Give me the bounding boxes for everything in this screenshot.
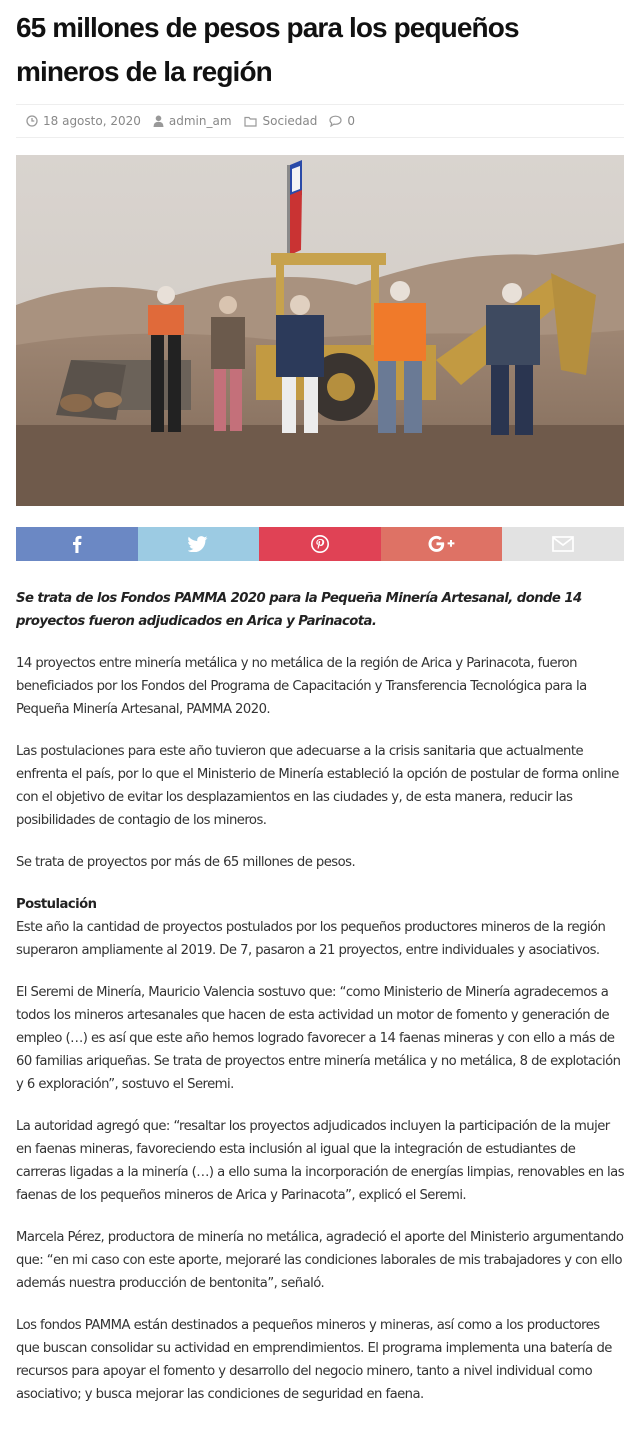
paragraph: Marcela Pérez, productora de minería no metálica, agradeció el aporte del Ministerio argumentando que: “en mi caso con este aporte, mejoraré las condiciones laborales de mis trabajadores y con ello además nuestra producción de bentonita”, señaló. — [16, 1230, 624, 1291]
clock-icon — [26, 115, 38, 127]
envelope-icon — [552, 536, 574, 552]
featured-image — [16, 155, 624, 506]
paragraph: El Seremi de Minería, Mauricio Valencia sostuvo que: “como Ministerio de Minería agradecemos a todos los mineros artesanales que hacen de esta actividad un motor de fomento y generación de empleo (…) es así que este año hemos logrado favorecer a 14 faenas mineras y con ello a más de 60 familias ariqueñas. Se trata de proyectos entre minería metálica y no metálica, 8 de explotación y 6 exploración”, sostuvo el Seremi. — [16, 985, 621, 1092]
comments-meta[interactable] — [329, 114, 355, 128]
share-pinterest-button[interactable] — [259, 527, 381, 561]
author-meta[interactable] — [153, 114, 232, 128]
article-body — [16, 587, 626, 1425]
post-date: 18 agosto, 2020 — [43, 114, 141, 128]
paragraph: Las postulaciones para este año tuvieron que adecuarse a la crisis sanitaria que actualmente enfrenta el país, por lo que el Ministerio de Minería estableció la opción de postular de forma online con el objetivo de evitar los desplazamientos en las ciudades y, de esta manera, reducir las posibilidades de contagio de los mineros. — [16, 744, 619, 828]
paragraph: Este año la cantidad de proyectos postulados por los pequeños productores mineros de la región superaron ampliamente al 2019. De 7, pasaron a 21 proyectos, entre individuales y asociativos. — [16, 920, 606, 958]
facebook-icon — [72, 535, 82, 553]
share-email-button[interactable] — [502, 527, 624, 561]
comment-icon — [329, 115, 342, 127]
google-plus-icon — [428, 535, 456, 553]
user-icon — [153, 115, 164, 127]
paragraph: Se trata de proyectos por más de 65 millones de pesos. — [16, 855, 356, 870]
comments-count[interactable]: 0 — [347, 114, 356, 128]
paragraph: Los fondos PAMMA están destinados a pequeños mineros y mineras, así como a los productores que buscan consolidar su actividad en emprendimientos. El programa implementa una batería de recursos para apoyar el fomento y desarrollo del negocio minero, tanto a nivel individual como asociativo; y busca mejorar las condiciones de seguridad en faena. — [16, 1318, 612, 1402]
date-meta — [26, 114, 141, 128]
twitter-icon — [188, 536, 208, 552]
share-bar — [16, 527, 624, 561]
share-twitter-button[interactable] — [138, 527, 260, 561]
share-google-plus-button[interactable] — [381, 527, 503, 561]
category-meta[interactable] — [244, 114, 318, 128]
share-facebook-button[interactable] — [16, 527, 138, 561]
folder-icon — [244, 116, 258, 127]
article-lead: Se trata de los Fondos PAMMA 2020 para la Pequeña Minería Artesanal, donde 14 proyectos fueron adjudicados en Arica y Parinacota. — [16, 591, 582, 629]
paragraph: 14 proyectos entre minería metálica y no metálica de la región de Arica y Parinacota, fueron beneficiados por los Fondos del Programa de Capacitación y Transferencia Tecnológica para la Pequeña Minería Artesanal, PAMMA 2020. — [16, 656, 587, 717]
category-link[interactable]: Sociedad — [262, 114, 318, 128]
section-heading: Postulación — [16, 897, 97, 912]
author-link[interactable]: admin_am — [168, 114, 232, 128]
paragraph: La autoridad agregó que: “resaltar los proyectos adjudicados incluyen la participación de la mujer en faenas mineras, favoreciendo esta inclusión al igual que la integración de estudiantes de carreras ligadas a la minería (…) a ello suma la incorporación de energías limpias, renovables en las faenas de los pequeños mineros de Arica y Parinacota”, explicó el Seremi. — [16, 1119, 625, 1203]
pinterest-icon — [311, 535, 329, 553]
article-meta — [16, 104, 624, 138]
article-title: 65 millones de pesos para los pequeños mineros de la región — [16, 12, 519, 87]
